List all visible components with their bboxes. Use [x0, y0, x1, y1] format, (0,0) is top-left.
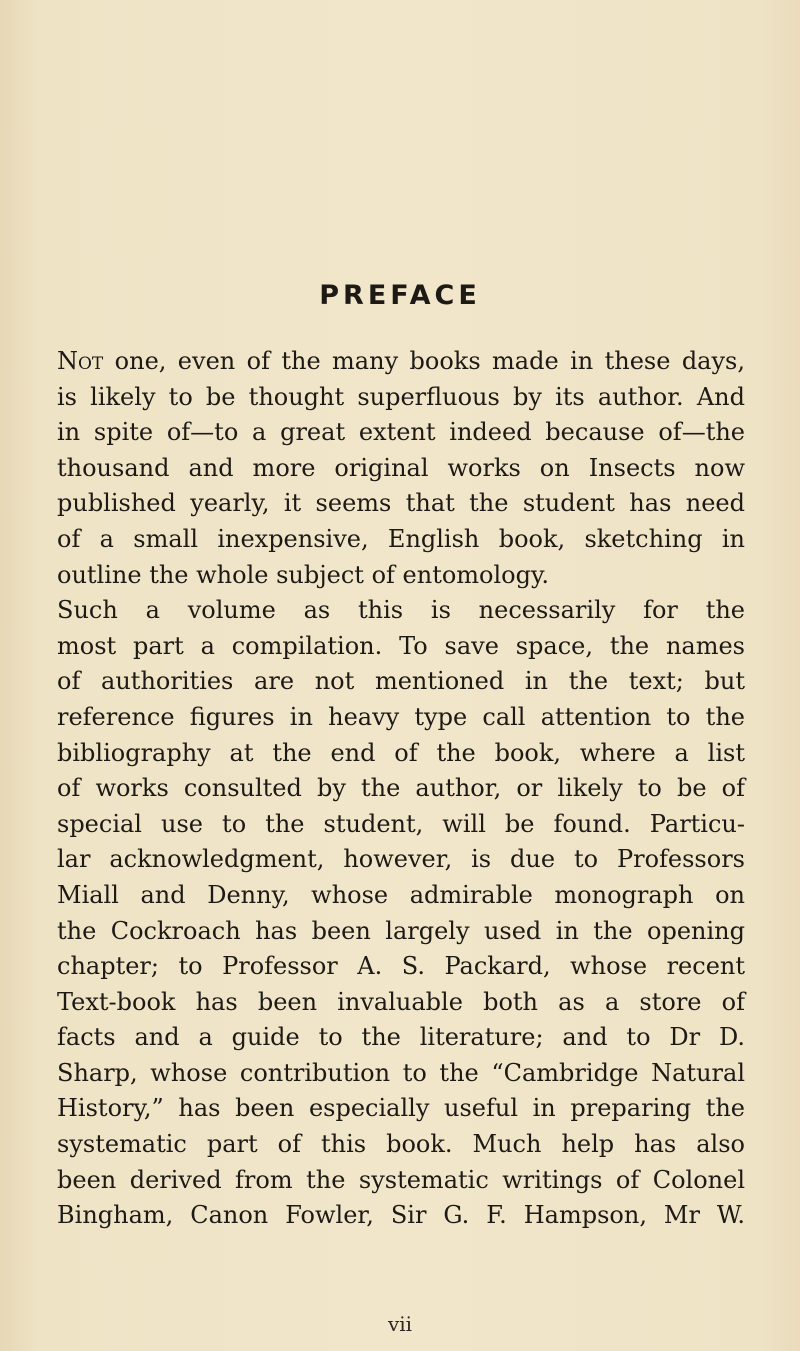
- text-line: reference figures in heavy type call attention to the: [57, 702, 745, 731]
- page-title: PREFACE: [319, 280, 481, 311]
- page-number: vii: [387, 1312, 413, 1336]
- text-line: Sharp, whose contribution to the “Cambridge Natural: [57, 1058, 745, 1087]
- text-line: thousand and more original works on Insects now: [57, 453, 745, 482]
- text-line: Text-book has been invaluable both as a store of: [57, 987, 745, 1016]
- text-line: published yearly, it seems that the student has need: [57, 489, 745, 518]
- text-line: Miall and Denny, whose admirable monograph on: [57, 880, 745, 909]
- text-line: chapter; to Professor A. S. Packard, whose recent: [57, 952, 745, 981]
- text-line-rest: one, even of the many books made in these days,: [103, 347, 745, 375]
- text-line: lar acknowledgment, however, is due to Professors: [57, 845, 745, 874]
- text-line: bibliography at the end of the book, where a list: [57, 738, 745, 767]
- text-line: History,” has been especially useful in preparing the: [57, 1094, 745, 1123]
- text-line: of a small inexpensive, English book, sketching in: [57, 524, 745, 553]
- text-line: [57, 344, 745, 380]
- text-line: outline the whole subject of entomology.: [57, 560, 549, 589]
- text-line: of authorities are not mentioned in the text; but: [57, 667, 745, 696]
- text-line: of works consulted by the author, or likely to be of: [57, 774, 745, 803]
- text-line: Such a volume as this is necessarily for the: [57, 596, 745, 625]
- text-line: facts and a guide to the literature; and to Dr D.: [57, 1023, 745, 1052]
- lead-word: Not: [57, 347, 104, 375]
- text-line: systematic part of this book. Much help has also: [57, 1130, 745, 1159]
- text-line: in spite of—to a great extent indeed because of—the: [57, 418, 745, 447]
- preface-body: [57, 344, 745, 1234]
- text-line: is likely to be thought superfluous by its author. And: [57, 382, 745, 411]
- text-line: Bingham, Canon Fowler, Sir G. F. Hampson, Mr W.: [57, 1201, 745, 1230]
- text-line: the Cockroach has been largely used in the opening: [57, 916, 745, 945]
- text-line: most part a compilation. To save space, the names: [57, 631, 745, 660]
- text-line: been derived from the systematic writings of Colonel: [57, 1165, 745, 1194]
- text-line: special use to the student, will be found. Particu-: [57, 809, 745, 838]
